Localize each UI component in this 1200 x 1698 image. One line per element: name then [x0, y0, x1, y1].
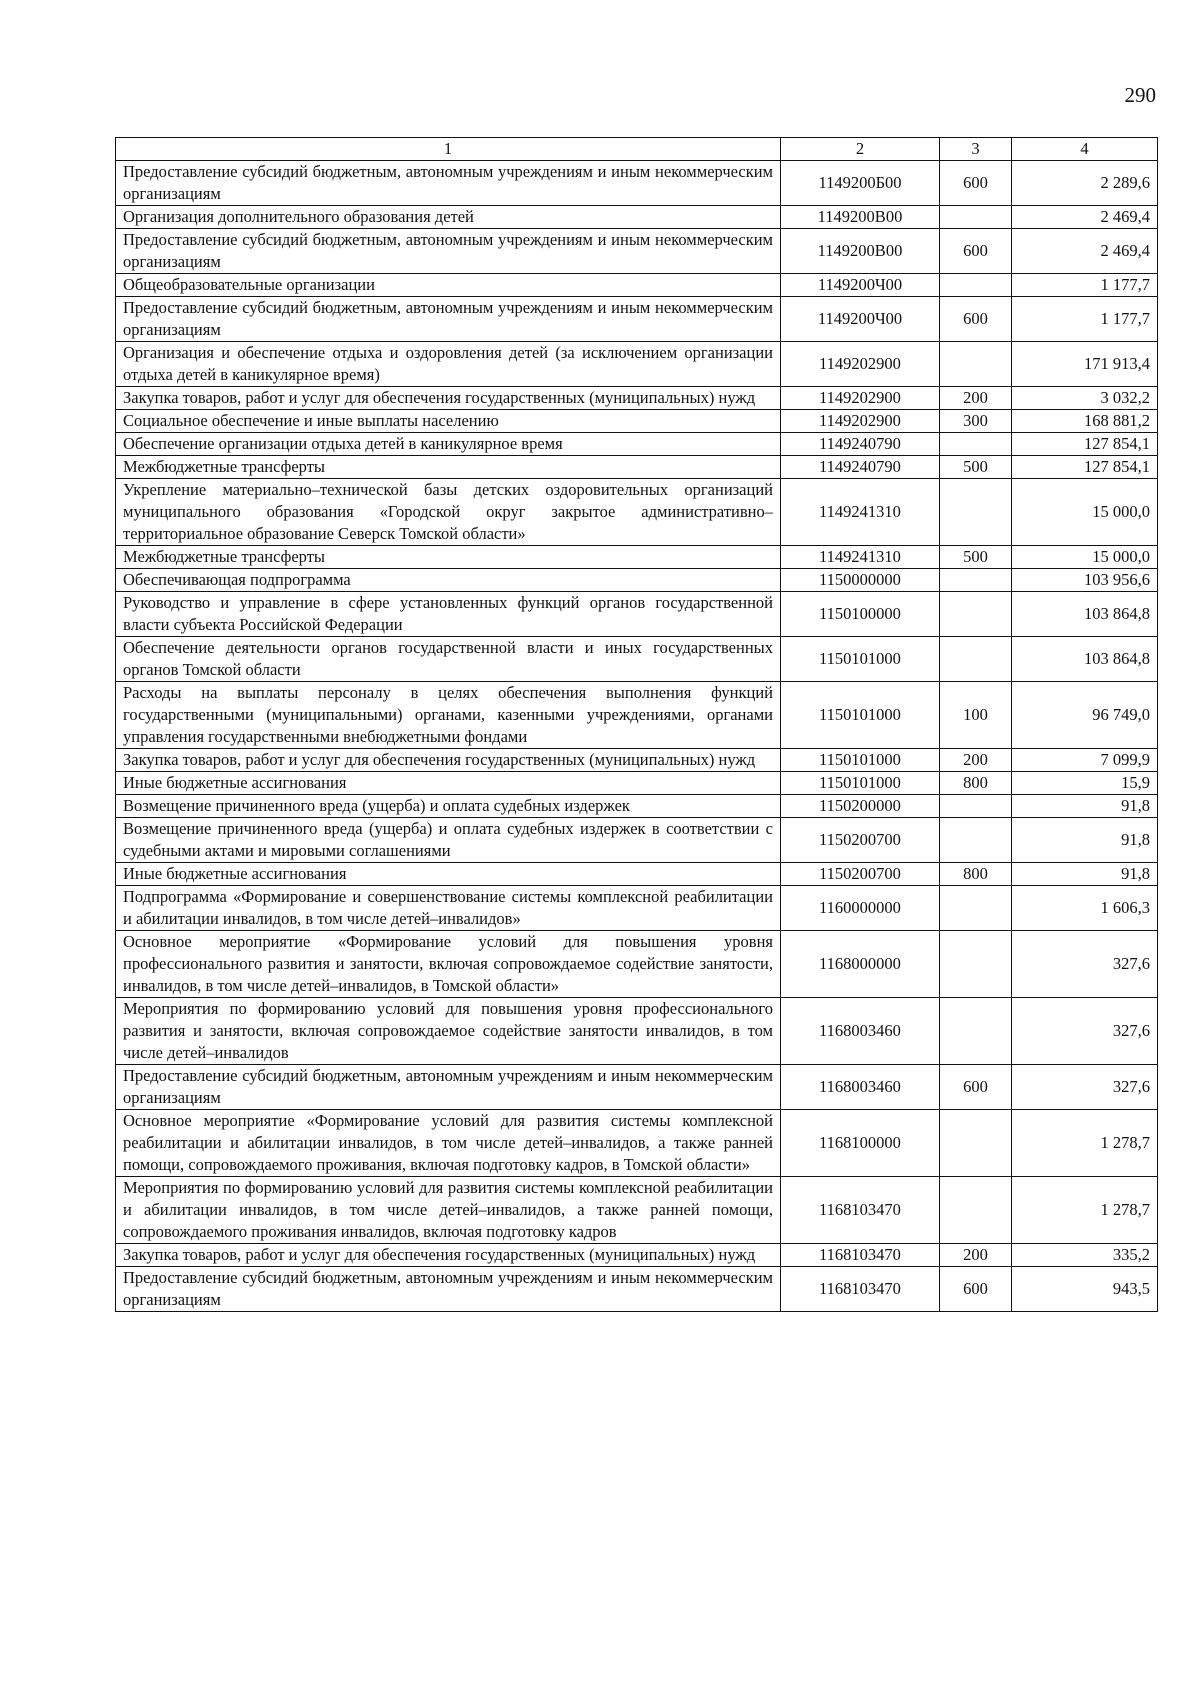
row-description: Организация дополнительного образования детей — [116, 206, 781, 229]
row-expense-type: 800 — [940, 772, 1012, 795]
row-description: Предоставление субсидий бюджетным, автономным учреждениям и иным некоммерческим организациям — [116, 1267, 781, 1312]
table-row — [116, 998, 1158, 1065]
row-amount: 943,5 — [1012, 1267, 1158, 1312]
row-description: Предоставление субсидий бюджетным, автономным учреждениям и иным некоммерческим организациям — [116, 161, 781, 206]
table-row — [116, 206, 1158, 229]
row-amount: 127 854,1 — [1012, 433, 1158, 456]
row-code: 1149240790 — [781, 456, 940, 479]
row-description: Укрепление материально–технической базы детских оздоровительных организаций муниципального образования «Городской округ закрытое административно–территориальное образование Северск Томской области» — [116, 479, 781, 546]
row-description: Обеспечение деятельности органов государственной власти и иных государственных органов Томской области — [116, 637, 781, 682]
row-code: 1160000000 — [781, 886, 940, 931]
row-description: Закупка товаров, работ и услуг для обеспечения государственных (муниципальных) нужд — [116, 1244, 781, 1267]
row-code: 1168103470 — [781, 1267, 940, 1312]
row-expense-type — [940, 206, 1012, 229]
row-code: 1150100000 — [781, 592, 940, 637]
row-description: Обеспечение организации отдыха детей в каникулярное время — [116, 433, 781, 456]
table-row — [116, 387, 1158, 410]
row-description: Организация и обеспечение отдыха и оздоровления детей (за исключением организации отдыха детей в каникулярное время) — [116, 342, 781, 387]
row-amount: 2 469,4 — [1012, 229, 1158, 274]
table-row — [116, 637, 1158, 682]
table-row — [116, 1065, 1158, 1110]
row-amount: 103 864,8 — [1012, 637, 1158, 682]
row-code: 1168003460 — [781, 1065, 940, 1110]
table-row — [116, 886, 1158, 931]
budget-table — [115, 137, 1158, 1312]
row-code: 1168103470 — [781, 1177, 940, 1244]
row-amount: 1 177,7 — [1012, 297, 1158, 342]
table-row — [116, 1244, 1158, 1267]
header-cell-2: 2 — [781, 138, 940, 161]
row-amount: 1 278,7 — [1012, 1177, 1158, 1244]
row-expense-type — [940, 931, 1012, 998]
table-row — [116, 1267, 1158, 1312]
table-row — [116, 863, 1158, 886]
row-amount: 335,2 — [1012, 1244, 1158, 1267]
row-description: Предоставление субсидий бюджетным, автономным учреждениям и иным некоммерческим организациям — [116, 297, 781, 342]
table-row — [116, 456, 1158, 479]
row-amount: 3 032,2 — [1012, 387, 1158, 410]
row-code: 1149202900 — [781, 387, 940, 410]
row-code: 1150101000 — [781, 772, 940, 795]
row-amount: 1 606,3 — [1012, 886, 1158, 931]
row-amount: 168 881,2 — [1012, 410, 1158, 433]
table-row — [116, 592, 1158, 637]
table-row — [116, 682, 1158, 749]
row-description: Руководство и управление в сфере установленных функций органов государственной власти субъекта Российской Федерации — [116, 592, 781, 637]
row-code: 1168003460 — [781, 998, 940, 1065]
row-expense-type: 200 — [940, 749, 1012, 772]
table-row — [116, 274, 1158, 297]
table-row — [116, 342, 1158, 387]
row-code: 1150200000 — [781, 795, 940, 818]
row-description: Закупка товаров, работ и услуг для обеспечения государственных (муниципальных) нужд — [116, 387, 781, 410]
row-expense-type: 200 — [940, 387, 1012, 410]
row-code: 1149241310 — [781, 479, 940, 546]
row-description: Иные бюджетные ассигнования — [116, 863, 781, 886]
row-description: Основное мероприятие «Формирование условий для развития системы комплексной реабилитации и абилитации инвалидов, в том числе детей–инвалидов, а также ранней помощи, сопровождаемого проживания, включая подготовку кадров, в Томской области» — [116, 1110, 781, 1177]
header-cell-1: 1 — [116, 138, 781, 161]
row-expense-type: 600 — [940, 1267, 1012, 1312]
row-expense-type — [940, 274, 1012, 297]
row-amount: 15 000,0 — [1012, 479, 1158, 546]
row-expense-type: 600 — [940, 161, 1012, 206]
table-row — [116, 161, 1158, 206]
row-amount: 327,6 — [1012, 998, 1158, 1065]
row-amount: 171 913,4 — [1012, 342, 1158, 387]
row-expense-type — [940, 818, 1012, 863]
row-amount: 96 749,0 — [1012, 682, 1158, 749]
row-amount: 15 000,0 — [1012, 546, 1158, 569]
row-description: Расходы на выплаты персоналу в целях обеспечения выполнения функций государственными (муниципальными) органами, казенными учреждениями, органами управления государственными внебюджетными фондами — [116, 682, 781, 749]
row-code: 1149200Ч00 — [781, 274, 940, 297]
row-description: Общеобразовательные организации — [116, 274, 781, 297]
table-row — [116, 410, 1158, 433]
table-row — [116, 546, 1158, 569]
row-description: Закупка товаров, работ и услуг для обеспечения государственных (муниципальных) нужд — [116, 749, 781, 772]
table-row — [116, 931, 1158, 998]
row-expense-type — [940, 886, 1012, 931]
row-code: 1168000000 — [781, 931, 940, 998]
table-row — [116, 1177, 1158, 1244]
table-row — [116, 1110, 1158, 1177]
row-amount: 327,6 — [1012, 931, 1158, 998]
table-row — [116, 818, 1158, 863]
row-expense-type — [940, 637, 1012, 682]
row-description: Предоставление субсидий бюджетным, автономным учреждениям и иным некоммерческим организациям — [116, 1065, 781, 1110]
row-amount: 91,8 — [1012, 795, 1158, 818]
header-cell-4: 4 — [1012, 138, 1158, 161]
table-row — [116, 433, 1158, 456]
row-code: 1149202900 — [781, 342, 940, 387]
row-code: 1149240790 — [781, 433, 940, 456]
row-description: Межбюджетные трансферты — [116, 456, 781, 479]
row-expense-type — [940, 479, 1012, 546]
row-expense-type: 600 — [940, 229, 1012, 274]
row-expense-type: 800 — [940, 863, 1012, 886]
row-expense-type — [940, 592, 1012, 637]
row-description: Основное мероприятие «Формирование условий для повышения уровня профессионального развития и занятости, включая сопровождаемое содействие занятости, инвалидов, в том числе детей–инвалидов, в Томской области» — [116, 931, 781, 998]
budget-table-body — [116, 138, 1158, 1312]
row-expense-type — [940, 998, 1012, 1065]
row-amount: 103 864,8 — [1012, 592, 1158, 637]
row-description: Социальное обеспечение и иные выплаты населению — [116, 410, 781, 433]
row-description: Возмещение причиненного вреда (ущерба) и оплата судебных издержек в соответствии с судебными актами и мировыми соглашениями — [116, 818, 781, 863]
row-amount: 91,8 — [1012, 818, 1158, 863]
page-number: 290 — [1124, 83, 1156, 107]
row-description: Мероприятия по формированию условий для развития системы комплексной реабилитации и абилитации инвалидов, в том числе детей–инвалидов, а также ранней помощи, сопровождаемого проживания инвалидов, включая подготовку кадров — [116, 1177, 781, 1244]
row-code: 1149200В00 — [781, 229, 940, 274]
table-row — [116, 479, 1158, 546]
row-expense-type: 500 — [940, 456, 1012, 479]
row-amount: 327,6 — [1012, 1065, 1158, 1110]
row-description: Иные бюджетные ассигнования — [116, 772, 781, 795]
row-expense-type — [940, 433, 1012, 456]
row-amount: 103 956,6 — [1012, 569, 1158, 592]
table-row — [116, 569, 1158, 592]
row-expense-type: 600 — [940, 1065, 1012, 1110]
row-amount: 2 289,6 — [1012, 161, 1158, 206]
row-expense-type: 100 — [940, 682, 1012, 749]
row-code: 1149200Б00 — [781, 161, 940, 206]
row-description: Обеспечивающая подпрограмма — [116, 569, 781, 592]
row-expense-type: 500 — [940, 546, 1012, 569]
table-row — [116, 229, 1158, 274]
row-code: 1149241310 — [781, 546, 940, 569]
row-expense-type: 600 — [940, 297, 1012, 342]
row-expense-type — [940, 795, 1012, 818]
row-code: 1149200В00 — [781, 206, 940, 229]
row-amount: 91,8 — [1012, 863, 1158, 886]
row-expense-type — [940, 1177, 1012, 1244]
row-amount: 1 177,7 — [1012, 274, 1158, 297]
row-description: Возмещение причиненного вреда (ущерба) и оплата судебных издержек — [116, 795, 781, 818]
row-expense-type — [940, 342, 1012, 387]
row-description: Подпрограмма «Формирование и совершенствование системы комплексной реабилитации и абилитации инвалидов, в том числе детей–инвалидов» — [116, 886, 781, 931]
row-expense-type: 200 — [940, 1244, 1012, 1267]
row-amount: 1 278,7 — [1012, 1110, 1158, 1177]
table-row — [116, 749, 1158, 772]
row-code: 1150101000 — [781, 637, 940, 682]
row-expense-type — [940, 1110, 1012, 1177]
row-code: 1150000000 — [781, 569, 940, 592]
table-row — [116, 795, 1158, 818]
table-row — [116, 772, 1158, 795]
row-expense-type: 300 — [940, 410, 1012, 433]
row-amount: 127 854,1 — [1012, 456, 1158, 479]
row-amount: 2 469,4 — [1012, 206, 1158, 229]
row-description: Предоставление субсидий бюджетным, автономным учреждениям и иным некоммерческим организациям — [116, 229, 781, 274]
row-code: 1168103470 — [781, 1244, 940, 1267]
row-amount: 15,9 — [1012, 772, 1158, 795]
row-amount: 7 099,9 — [1012, 749, 1158, 772]
row-code: 1150101000 — [781, 682, 940, 749]
row-expense-type — [940, 569, 1012, 592]
row-description: Мероприятия по формированию условий для повышения уровня профессионального развития и занятости, включая сопровождаемое содействие занятости инвалидов, в том числе детей–инвалидов — [116, 998, 781, 1065]
row-code: 1150101000 — [781, 749, 940, 772]
row-code: 1149200Ч00 — [781, 297, 940, 342]
row-code: 1149202900 — [781, 410, 940, 433]
table-header-row — [116, 138, 1158, 161]
row-code: 1168100000 — [781, 1110, 940, 1177]
row-code: 1150200700 — [781, 818, 940, 863]
table-row — [116, 297, 1158, 342]
row-description: Межбюджетные трансферты — [116, 546, 781, 569]
header-cell-3: 3 — [940, 138, 1012, 161]
row-code: 1150200700 — [781, 863, 940, 886]
